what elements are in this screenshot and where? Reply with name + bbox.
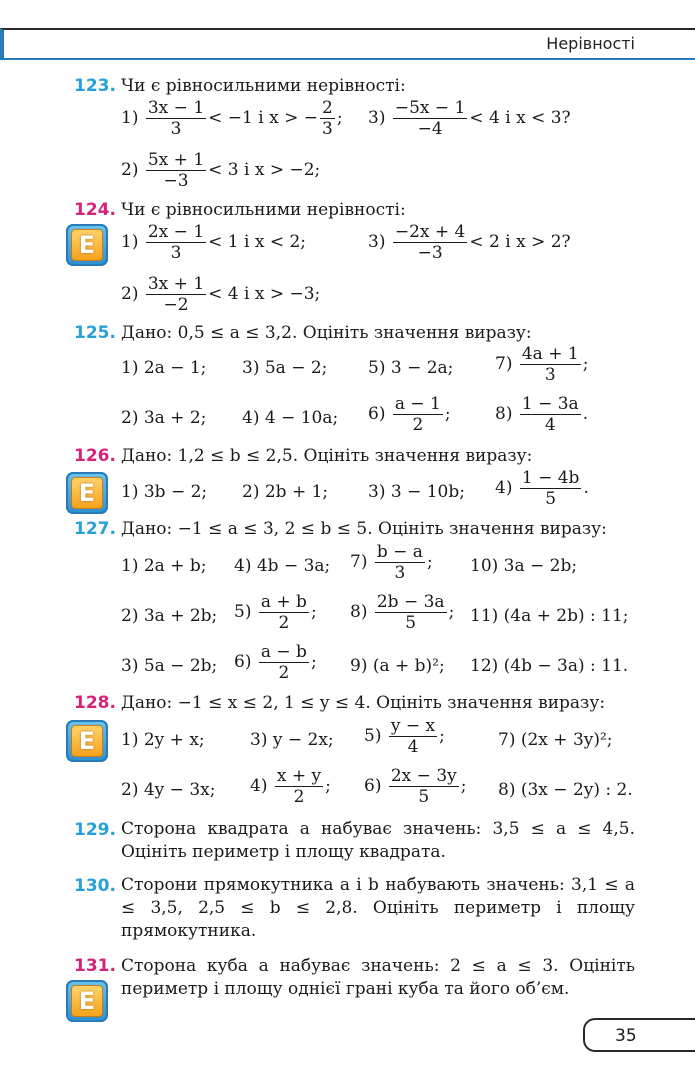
problem-text: Дано: 1,2 ≤ b ≤ 2,5. Оцініть значення виразу: [121,446,533,466]
task-item [121,222,306,263]
problem-text: Сторона куба a набуває значень: 2 ≤ a ≤ 3. Оцініть периметр і площу однієї грані куба та його об’єм. [121,956,635,999]
task-item: 1) 2y + x; [121,730,205,750]
numerator: 2 [321,98,333,118]
denominator: 4 [544,415,556,435]
task-item [368,98,571,139]
fraction [146,150,206,191]
task-item: 5) 3 − 2a; [368,358,454,378]
numerator: 2b − 3a [376,592,445,612]
denominator: 2 [412,415,424,435]
task-item: 3) 5a − 2b; [121,656,218,676]
task-item [368,394,451,435]
denominator: 3 [170,119,182,139]
numerator: 3x + 1 [147,274,205,294]
problem-number: 130. [74,876,116,896]
numerator: y − x [390,716,436,736]
numerator: 4a + 1 [521,344,579,364]
item-label: 6) [234,652,252,672]
denominator: −4 [417,119,443,139]
badge-letter: E [71,229,103,261]
item-label: 6) [364,776,382,796]
problem-number: 125. [74,323,116,343]
problem-text: Чи є рівносильними нерівності: [121,76,406,96]
problem-number: 129. [74,820,116,840]
punctuation: ; [325,776,331,796]
fraction [375,542,425,583]
task-item: 2) 3a + 2; [121,408,207,428]
task-item [350,542,433,583]
numerator: 5x + 1 [147,150,205,170]
item-label: 4) [495,478,513,498]
task-item: 7) (2x + 3y)²; [498,730,613,750]
numerator: 3x − 1 [147,98,205,118]
page-number: 35 [615,1026,637,1046]
fraction [375,592,447,633]
numerator: x + y [276,766,322,786]
punctuation: ; [582,354,589,374]
fraction [389,716,437,757]
fraction [389,766,459,807]
task-item [121,98,343,139]
numerator: 1 − 4b [521,468,580,488]
problem-text: Дано: −1 ≤ a ≤ 3, 2 ≤ b ≤ 5. Оцініть значення виразу: [121,519,607,539]
punctuation: ; [310,652,317,672]
task-item [121,150,320,191]
fraction [520,468,582,509]
problem-text: Дано: −1 ≤ x ≤ 2, 1 ≤ y ≤ 4. Оцініть значення виразу: [121,693,606,713]
numerator: a + b [260,592,307,612]
numerator: 2x − 1 [147,222,205,242]
problem-text: Сторони прямокутника a і b набувають значень: 3,1 ≤ a ≤ 3,5, 2,5 ≤ b ≤ 2,8. Оцініть периметр і площу прямокутника. [121,875,635,941]
punctuation: ; [426,552,433,572]
item-label: 4) [250,776,268,796]
task-item: 12) (4b − 3a) : 11. [470,656,629,676]
punctuation: ; [448,602,455,622]
denominator: 2 [293,787,305,807]
denominator: 3 [394,563,406,583]
item-label: 5) [234,602,252,622]
punctuation: ; [336,108,343,128]
denominator: 2 [278,613,290,633]
item-label: 8) [495,404,513,424]
problem-number: 131. [74,956,116,976]
inequality-text: < 2 і x > 2? [469,232,571,252]
task-item [364,766,466,807]
fraction [320,98,335,139]
task-item: 3) y − 2x; [250,730,334,750]
problem-number: 123. [74,76,116,96]
task-item: 10) 3a − 2b; [470,556,578,576]
fraction [146,274,206,315]
numerator: −2x + 4 [394,222,466,242]
task-item: 3) 3 − 10b; [368,482,465,502]
item-label: 7) [350,552,368,572]
denominator: 3 [544,365,556,385]
denominator: 5 [545,489,557,509]
problem-number: 127. [74,519,116,539]
fraction [393,394,443,435]
numerator: −5x − 1 [394,98,466,118]
problem-number: 128. [74,693,116,713]
numerator: 1 − 3a [521,394,579,414]
item-label: 2) [121,284,139,304]
problem-text: Дано: 0,5 ≤ a ≤ 3,2. Оцініть значення виразу: [121,323,532,343]
inequality-text: < 1 і x < 2; [208,232,307,252]
denominator: −3 [417,243,443,263]
punctuation: ; [310,602,317,622]
denominator: 5 [418,787,430,807]
fraction [520,344,581,385]
task-item [495,344,588,385]
task-item [495,394,588,435]
task-item [250,766,331,807]
header-title: Нерівності [546,34,635,53]
task-item [495,468,589,509]
problem-text: Сторона квадрата a набуває значень: 3,5 ≤ a ≤ 4,5. Оцініть периметр і площу квадрата. [121,819,635,862]
numerator: a − 1 [394,394,441,414]
inequality-text: < 4 і x > −3; [208,284,321,304]
task-item: 9) (a + b)²; [350,656,445,676]
fraction [393,222,468,263]
item-label: 5) [364,726,382,746]
page-number-box [583,1018,695,1052]
difficulty-badge-icon [66,224,108,266]
punctuation: . [582,404,589,424]
task-item [234,642,317,683]
denominator: 3 [321,119,333,139]
task-item [234,592,317,633]
task-item: 2) 3a + 2b; [121,606,218,626]
task-item: 11) (4a + 2b) : 11; [470,606,629,626]
item-label: 1) [121,232,139,252]
numerator: 2x − 3y [390,766,457,786]
inequality-text: < 4 і x < 3? [469,108,571,128]
task-item: 2) 4y − 3x; [121,780,216,800]
problem-text: Чи є рівносильними нерівності: [121,200,406,220]
fraction [146,98,206,139]
item-label: 3) [368,232,386,252]
denominator: 5 [405,613,417,633]
inequality-text: < −1 і x > − [208,108,318,128]
task-item: 4) 4b − 3a; [234,556,331,576]
task-item [364,716,445,757]
difficulty-badge-icon [66,472,108,514]
task-item: 1) 3b − 2; [121,482,208,502]
task-item [368,222,571,263]
inequality-text: < 3 і x > −2; [208,160,321,180]
fraction [275,766,323,807]
problem-number: 124. [74,200,116,220]
badge-letter: E [71,985,103,1017]
task-item: 1) 2a − 1; [121,358,207,378]
item-label: 2) [121,160,139,180]
fraction [259,592,309,633]
numerator: b − a [376,542,423,562]
fraction [146,222,206,263]
punctuation: ; [439,726,445,746]
task-item [350,592,454,633]
badge-letter: E [71,477,103,509]
fraction [393,98,468,139]
difficulty-badge-icon [66,980,108,1022]
punctuation: ; [444,404,451,424]
denominator: −3 [163,171,189,191]
item-label: 6) [368,404,386,424]
item-label: 3) [368,108,386,128]
denominator: −2 [163,295,189,315]
denominator: 4 [407,737,419,757]
badge-letter: E [71,725,103,757]
item-label: 7) [495,354,513,374]
numerator: a − b [260,642,307,662]
task-item [121,274,320,315]
task-item: 2) 2b + 1; [242,482,329,502]
task-item: 8) (3x − 2y) : 2. [498,780,633,800]
page-header [0,28,695,62]
item-label: 1) [121,108,139,128]
fraction [259,642,309,683]
task-item: 3) 5a − 2; [242,358,328,378]
task-item: 1) 2a + b; [121,556,207,576]
fraction [520,394,581,435]
problem-number: 126. [74,446,116,466]
denominator: 2 [278,663,290,683]
punctuation: ; [460,776,467,796]
item-label: 8) [350,602,368,622]
punctuation: . [583,478,589,498]
denominator: 3 [170,243,182,263]
difficulty-badge-icon [66,720,108,762]
task-item: 4) 4 − 10a; [242,408,339,428]
